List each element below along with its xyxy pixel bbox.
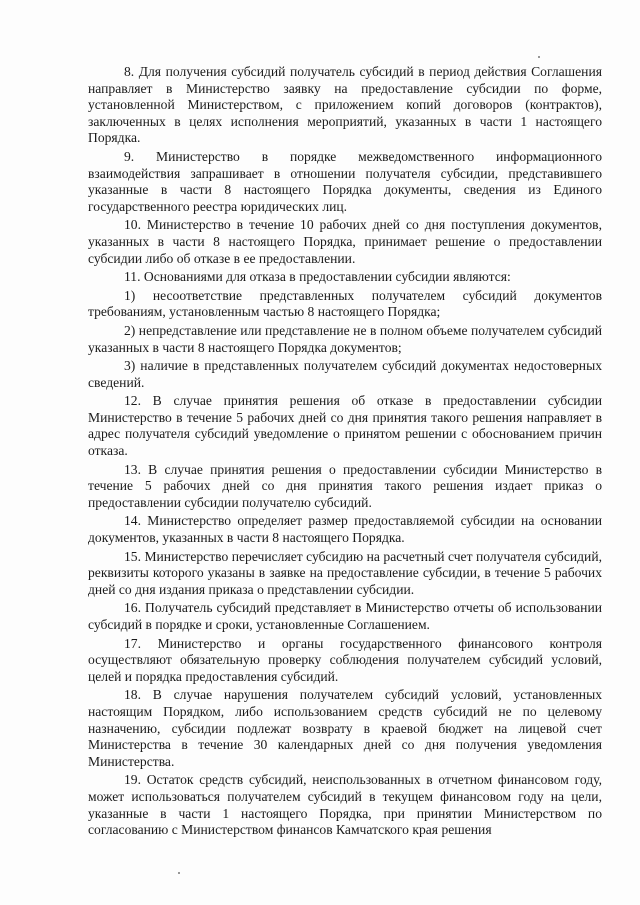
- document-body: [88, 64, 602, 841]
- paragraph-17: 17. Министерство и органы государственного финансового контроля осуществляют обязательную проверку соблюдения получателем субсидий условий, целей и порядка предоставления субсидий.: [88, 635, 602, 684]
- paragraph-15: 15. Министерство перечисляет субсидию на расчетный счет получателя субсидий, реквизиты которого указаны в заявке на предоставление субсидии, в течение 5 рабочих дней со дня издания приказа о представлении субсидии.: [88, 548, 602, 597]
- paragraph-8: 8. Для получения субсидий получатель субсидий в период действия Соглашения направляет в Министерство заявку на предоставление субсидии по форме, установленной Министерством, с приложением копий договоров (контрактов), заключенных в целях исполнения мероприятий, указанных в части 1 настоящего Порядка.: [88, 64, 602, 146]
- paragraph-11-item-1: 1) несоответствие представленных получателем субсидий документов требованиям, установленным частью 8 настоящего Порядка;: [88, 287, 602, 320]
- paragraph-9: 9. Министерство в порядке межведомственного информационного взаимодействия запрашивает в отношении получателя субсидии, представившего указанные в части 8 настоящего Порядка документы, сведения из Единого государственного реестра юридических лиц.: [88, 148, 602, 214]
- paragraph-12: 12. В случае принятия решения об отказе в предоставлении субсидии Министерство в течение 5 рабочих дней со дня принятия такого решения направляет в адрес получателя субсидий уведомление о принятом решении с обоснованием причин отказа.: [88, 393, 602, 459]
- paragraph-16: 16. Получатель субсидий представляет в Министерство отчеты об использовании субсидий в порядке и сроки, установленные Соглашением.: [88, 600, 602, 632]
- paragraph-10: 10. Министерство в течение 10 рабочих дней со дня поступления документов, указанных в части 8 настоящего Порядка, принимает решение о предоставлении субсидии либо об отказе в ее предоставлении.: [88, 217, 602, 266]
- paragraph-11-item-2: 2) непредставление или представление не в полном объеме получателем субсидий указанных в части 8 настоящего Порядка документов;: [88, 322, 602, 355]
- paragraph-14: 14. Министерство определяет размер предоставляемой субсидии на основании документов, указанных в части 8 настоящего Порядка.: [88, 513, 602, 546]
- scan-speck: [538, 56, 540, 58]
- paragraph-11: 11. Основаниями для отказа в предоставлении субсидии являются:: [124, 269, 511, 285]
- paragraph-18: 18. В случае нарушения получателем субсидий условий, установленных настоящим Порядком, либо использованием средств субсидий не по целевому назначению, субсидии подлежат возврату в краевой бюджет на лицевой счет Министерства в течение 30 календарных дней со дня получения уведомления Министерства.: [88, 687, 602, 769]
- scan-speck: [178, 872, 180, 874]
- paragraph-19: 19. Остаток средств субсидий, неиспользованных в отчетном финансовом году, может использоваться получателем субсидий в текущем финансовом году на цели, указанные в части 1 настоящего Порядка, при принятии Министерством по согласованию с Министерством финансов Камчатского края решения: [88, 772, 602, 838]
- paragraph-11-item-3: 3) наличие в представленных получателем субсидий документах недостоверных сведений.: [88, 358, 602, 390]
- paragraph-13: 13. В случае принятия решения о предоставлении субсидии Министерство в течение 5 рабочих дней со дня принятия такого решения издает приказ о предоставлении субсидии получателю субсидий.: [88, 461, 602, 510]
